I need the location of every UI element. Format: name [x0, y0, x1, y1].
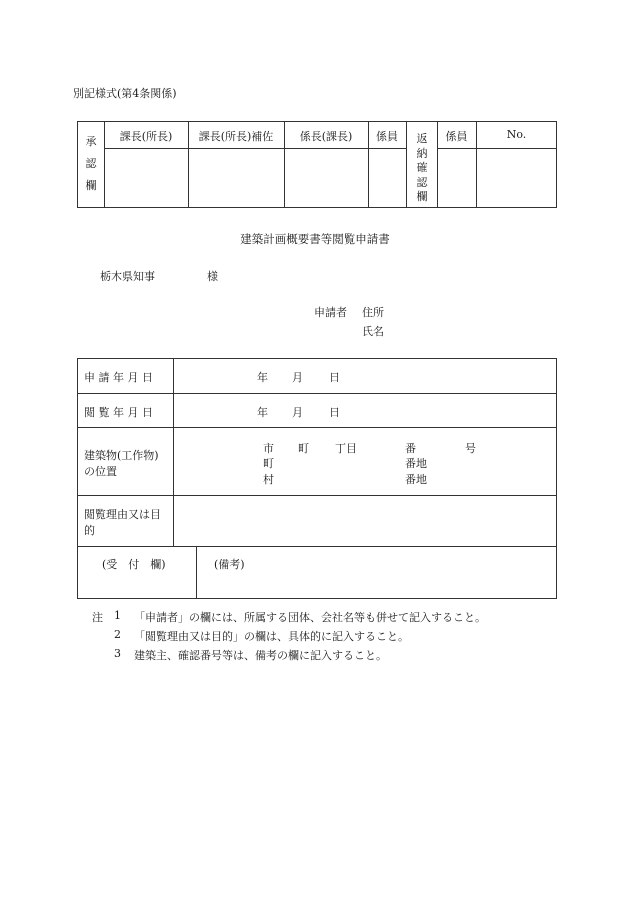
addressee-honorific: 様 — [207, 270, 218, 283]
inspection-date-month: 月 — [292, 406, 303, 419]
location-city: 市 — [263, 442, 274, 455]
inspection-date-day: 日 — [329, 406, 340, 419]
application-date-year: 年 — [257, 371, 268, 384]
location-chome: 丁目 — [335, 442, 357, 455]
location-banchi-2: 番地 — [405, 473, 427, 486]
header-section-chief: 課長(所長) — [119, 130, 173, 143]
form-label: 別記様式(第4条関係) — [73, 87, 177, 100]
application-date-day: 日 — [329, 371, 340, 384]
inspection-date-year: 年 — [257, 406, 268, 419]
applicant-name-label: 氏名 — [362, 325, 384, 338]
building-location-field[interactable] — [174, 428, 556, 494]
number-cell[interactable] — [477, 149, 556, 207]
note-number: 3 — [114, 647, 121, 660]
inspection-date-label: 閲 覧 年 月 日 — [84, 406, 153, 419]
location-town: 町 — [263, 457, 274, 470]
return-confirmation-label: 返 納 確 認 欄 — [416, 132, 428, 203]
remarks-field[interactable] — [197, 547, 556, 598]
note-number: 2 — [114, 628, 121, 641]
application-date-label: 申 請 年 月 日 — [84, 371, 153, 384]
building-location-label-line2: の位置 — [84, 465, 117, 478]
location-banchi-1: 番地 — [405, 457, 427, 470]
reception-field[interactable] — [78, 547, 196, 598]
approval-column-label: 承 認 欄 — [85, 135, 97, 192]
header-deputy-chief: 課長(所長)補佐 — [198, 130, 274, 143]
purpose-field[interactable] — [174, 496, 556, 545]
seal-cell-section-chief[interactable] — [105, 149, 188, 207]
note-text: 「閲覧理由又は目的」の欄は、具体的に記入すること。 — [134, 630, 409, 643]
applicant-label: 申請者 — [314, 306, 347, 319]
building-location-label-line1: 建築物(工作物) — [84, 449, 159, 462]
note-text: 「申請者」の欄には、所属する団体、会社名等も併せて記入すること。 — [134, 611, 486, 624]
location-go: 号 — [465, 442, 476, 455]
seal-cell-deputy-chief[interactable] — [189, 149, 284, 207]
location-village: 村 — [263, 473, 274, 486]
seal-cell-staff[interactable] — [369, 149, 406, 207]
purpose-label-line1: 閲覧理由又は目 — [84, 508, 161, 521]
addressee-name: 栃木県知事 — [100, 270, 155, 283]
header-staff: 係員 — [376, 130, 398, 143]
application-date-month: 月 — [292, 371, 303, 384]
remarks-label: (備考) — [214, 558, 245, 571]
purpose-label-line2: 的 — [84, 524, 95, 537]
location-town-mark: 町 — [298, 442, 309, 455]
seal-cell-return-staff[interactable] — [438, 149, 476, 207]
note-number: 1 — [114, 609, 121, 622]
note-text: 建築主、確認番号等は、備考の欄に記入すること。 — [134, 649, 387, 662]
notes-prefix: 注 — [92, 611, 103, 624]
location-ban: 番 — [405, 442, 416, 455]
applicant-address-label: 住所 — [362, 306, 384, 319]
page-title: 建築計画概要書等閲覧申請書 — [240, 232, 390, 246]
inspection-date-field[interactable] — [174, 394, 556, 426]
header-number: No. — [506, 128, 527, 141]
seal-cell-subsection-chief[interactable] — [285, 149, 368, 207]
reception-label: (受 付 欄) — [102, 558, 166, 571]
header-return-staff: 係員 — [445, 130, 468, 143]
header-subsection-chief: 係長(課長) — [299, 130, 353, 143]
application-date-field[interactable] — [174, 359, 556, 392]
